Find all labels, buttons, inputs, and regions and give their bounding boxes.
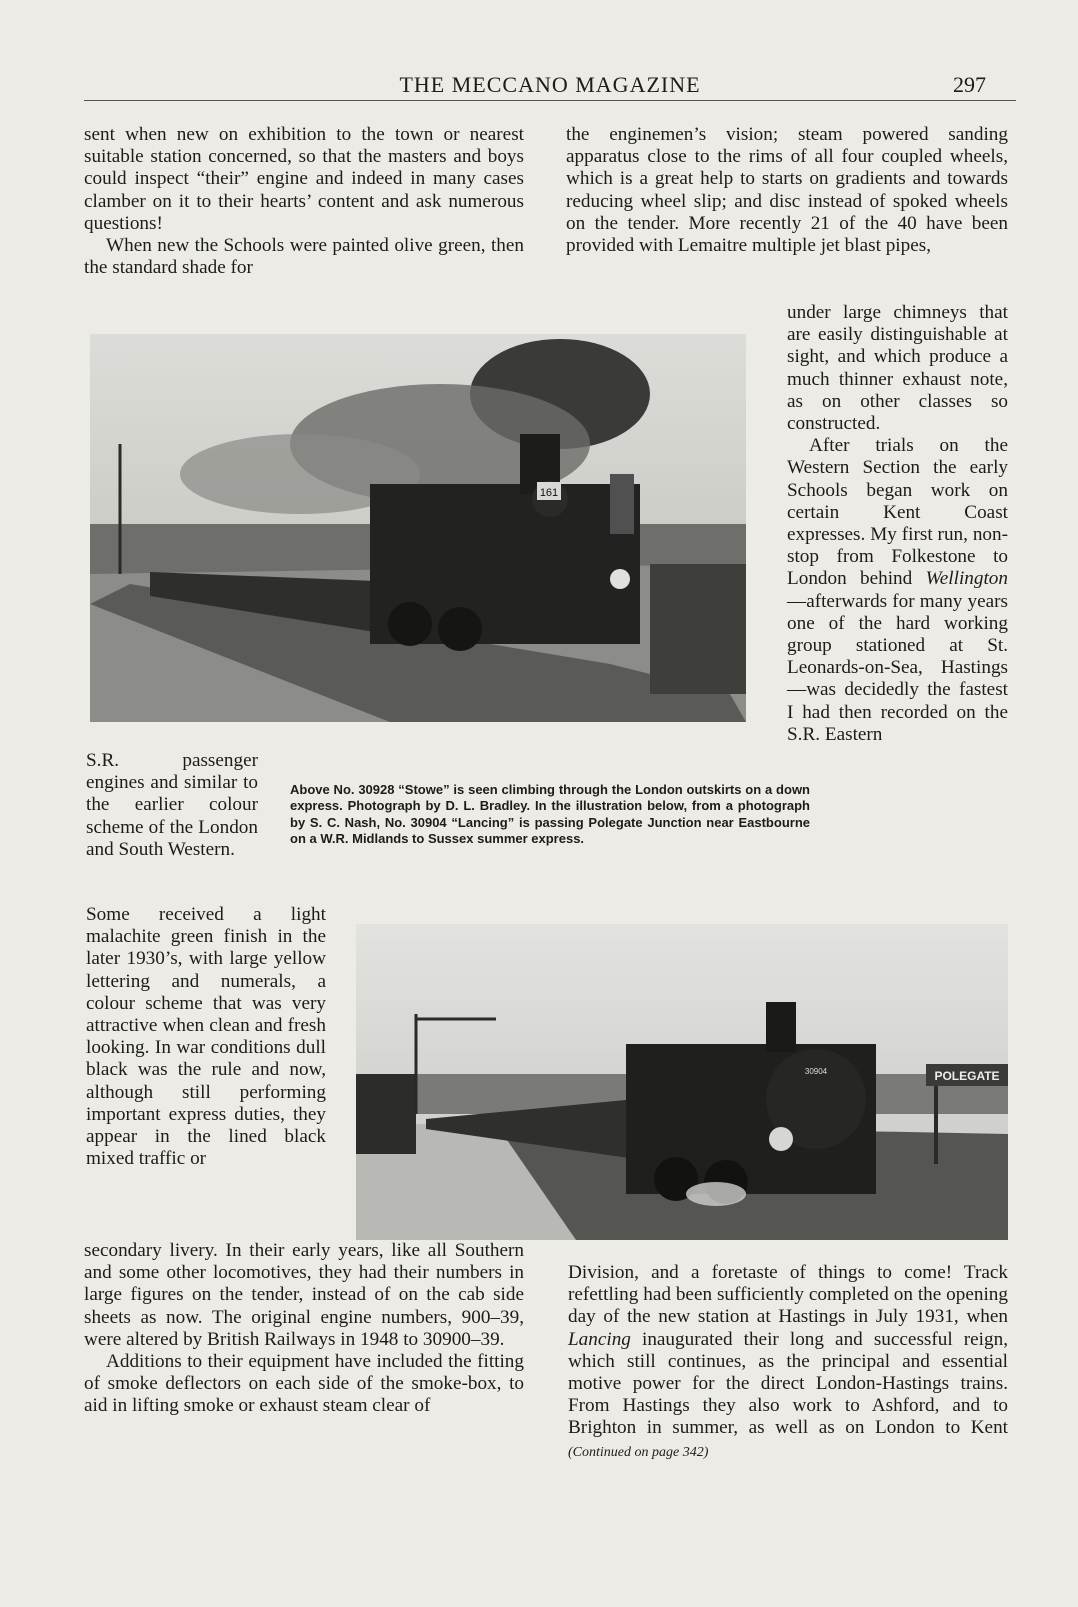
photo-caption: Above No. 30928 “Stowe” is seen climbing through the London outskirts on a down express. Photograph by D. L. Bradley. In the illustration below, from a photograph by S. C. Nash, No. 30904 “Lancing” is passing Polegate Junction near Eastbourne on a W.R. Midlands to Sussex summer express. — [290, 782, 810, 847]
paragraph: Some received a light malachite green finish in the later 1930’s, with large yellow lettering and numerals, a colour scheme that was very attractive when clean and fresh looking. In war conditions dull black was the rule and now, although still performing important express duties, they appear in the lined black mixed traffic or — [86, 904, 326, 1170]
locomotive-photo-2 — [356, 924, 1008, 1240]
paragraph: sent when new on exhibition to the town or nearest suitable station concerned, so that the masters and boys could inspect “their” engine and indeed in many cases clamber on it to their hearts’ content and ask numerous questions! — [84, 124, 524, 234]
paragraph: the enginemen’s vision; steam powered sanding apparatus close to the rims of all four coupled wheels, which is a great help to starts on gradients and towards reducing wheel slip; and disc instead of spoked wheels on the tender. More recently 21 of the 40 have been provided with Lemaitre multiple jet blast pipes, — [566, 124, 1008, 257]
col1-top-text — [84, 124, 524, 279]
paragraph: S.R. passenger engines and similar to the earlier colour scheme of the London and South Western. — [86, 750, 258, 860]
col1-bottom-text — [84, 1240, 524, 1418]
station-sign-text: POLEGATE — [934, 1069, 1000, 1083]
headcode: 161 — [539, 487, 559, 499]
col2-bottom-text — [568, 1262, 1008, 1464]
text-run: After trials on the Western Section the early Schools began work on certain Kent Coast expresses. My first run, non-stop from Folkestone to London behind — [787, 435, 1008, 590]
page-header — [84, 72, 1016, 101]
engine-name: Lancing — [568, 1328, 631, 1350]
paragraph: When new the Schools were painted olive green, then the standard shade for — [84, 235, 524, 279]
magazine-title: THE MECCANO MAGAZINE — [399, 72, 701, 97]
page-number: 297 — [953, 72, 986, 97]
engine-name: Wellington — [925, 568, 1008, 590]
photo-lancing-locomotive — [356, 924, 1008, 1240]
paragraph — [568, 1262, 1008, 1464]
col2-side-text — [787, 302, 1008, 746]
col1-narrow-text — [86, 750, 258, 861]
photo-stowe-locomotive — [90, 334, 746, 722]
text-run: —afterwards for many years one of the hard working group stationed at St. Leonards-on-Sea, Hastings—was decidedly the fastest I had then recorded on the S.R. Eastern — [787, 590, 1008, 745]
col1-mid-text — [86, 904, 326, 1170]
paragraph: under large chimneys that are easily distinguishable at sight, and which produce a much thinner exhaust note, as on other classes so constructed. — [787, 302, 1008, 435]
text-run: Division, and a foretaste of things to come! Track refettling had been sufficiently completed on the opening day of the new station at Hastings in July 1931, when — [568, 1262, 1008, 1328]
text-run: inaugurated their long and successful reign, which still continues, as the principal and essential motive power for the direct London-Hastings trains. From Hastings they also work to Ashford, and to Brighton in summer, as well as on London to Kent — [568, 1328, 1008, 1439]
paragraph: secondary livery. In their early years, like all Southern and some other locomotives, they had their numbers in large figures on the tender, instead of on the cab side sheets as now. The original engine numbers, 900–39, were altered by British Railways in 1948 to 30900–39. — [84, 1240, 524, 1350]
continued-note: (Continued on page 342) — [568, 1444, 709, 1460]
paragraph: Additions to their equipment have included the fitting of smoke deflectors on each side of the smoke-box, to aid in lifting smoke or exhaust steam clear of — [84, 1351, 524, 1417]
paragraph — [787, 435, 1008, 746]
locomotive-photo-1 — [90, 334, 746, 722]
engine-number-plate: 30904 — [804, 1067, 828, 1076]
col2-top-text — [566, 124, 1008, 257]
